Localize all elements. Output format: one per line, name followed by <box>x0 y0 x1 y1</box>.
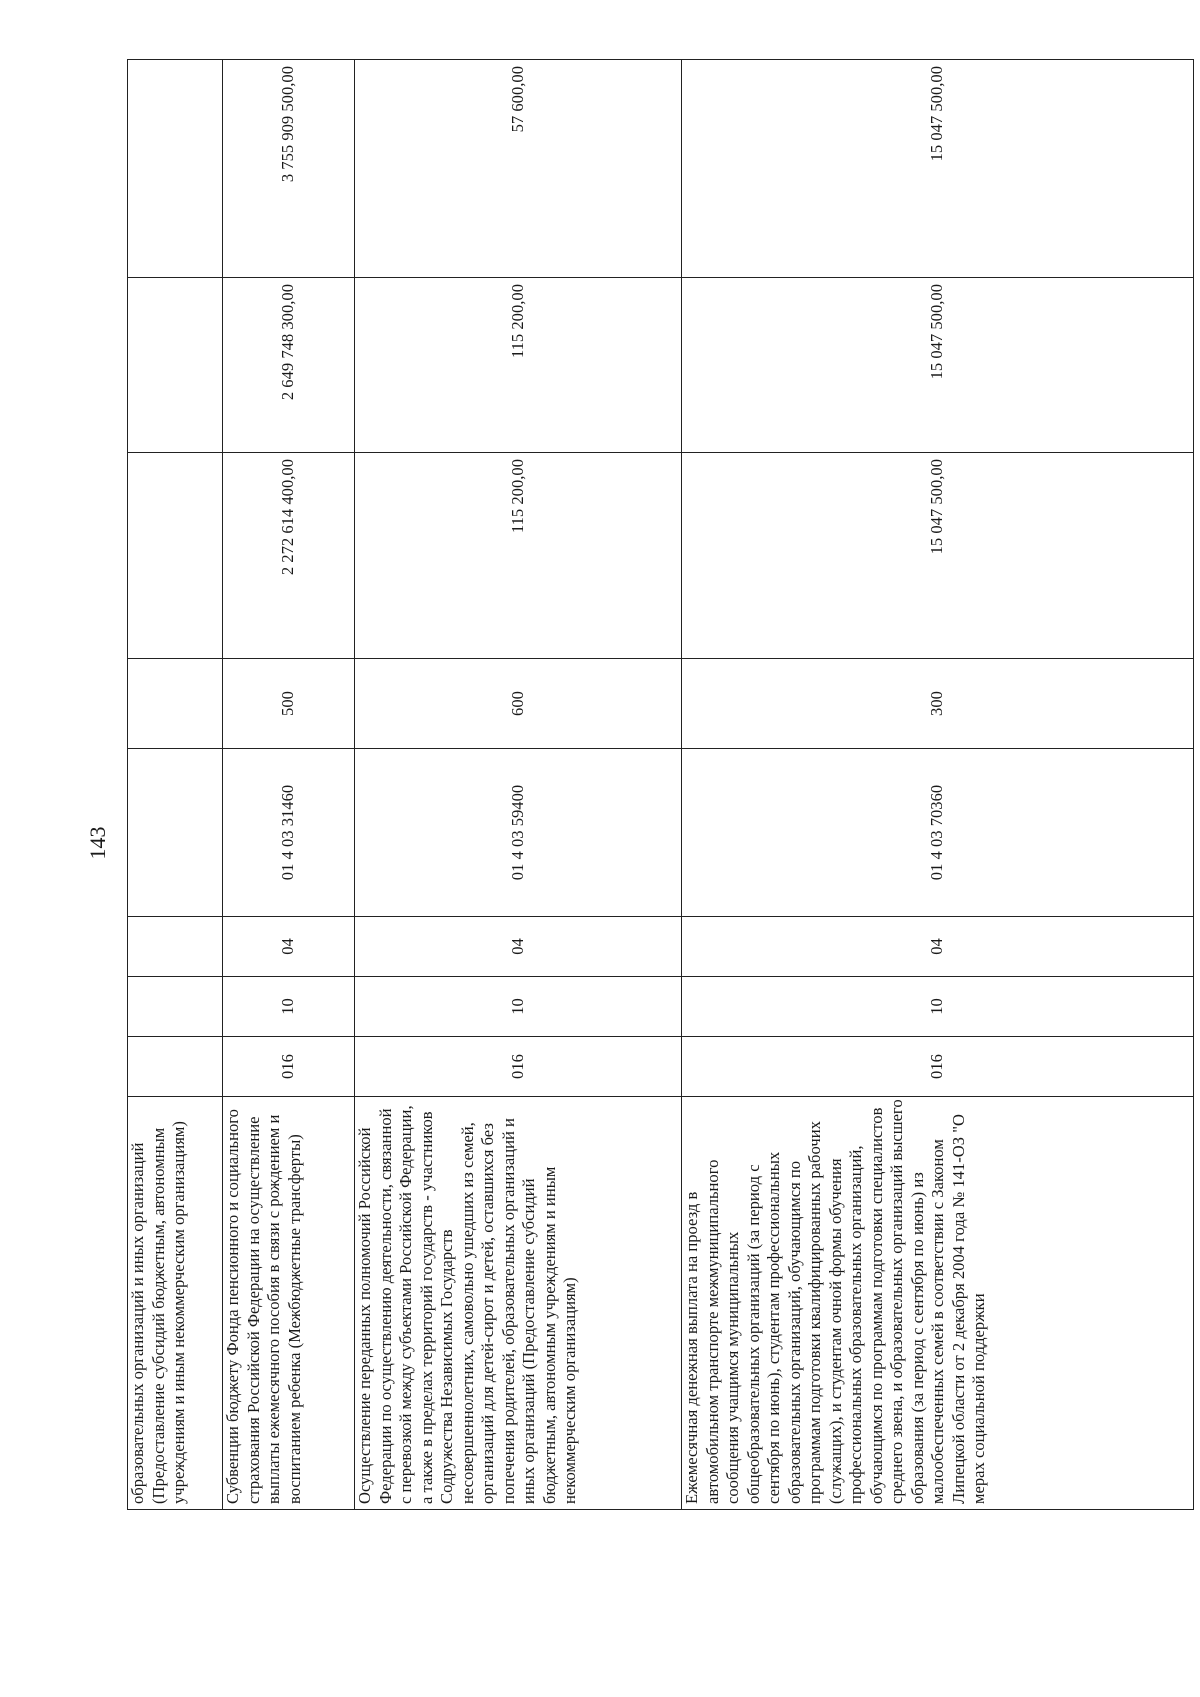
rotated-page-content <box>127 60 1193 1510</box>
row-description: Субвенции бюджету Фонда пенсионного и социального страхования Российской Федерации на осуществление выплаты ежемесячного пособия в связи с рождением и воспитанием ребенка (Межбюджетные трансферты) <box>223 1097 355 1510</box>
subsection-code: 04 <box>355 917 682 977</box>
row-description: Осуществление переданных полномочий Российской Федерации по осуществлению деятельности, связанной с перевозкой между субъектами Российской Федерации, а также в пределах территорий государств - участников Содружества Независимых Государств несовершеннолетних, самовольно ушедших из семей, организаций для детей-сирот и детей, оставшихся без попечения родителей, образовательных организаций и иных организаций (Предоставление субсидий бюджетным, автономным учреждениям и иным некоммерческим организациям) <box>355 1097 682 1510</box>
amount-1: 2 272 614 400,00 <box>223 453 355 659</box>
section-code: 10 <box>223 977 355 1037</box>
expense-type-code: 600 <box>355 659 682 749</box>
section-code <box>128 977 223 1037</box>
subsection-code: 04 <box>223 917 355 977</box>
amount-1: 15 047 500,00 <box>682 453 1194 659</box>
section-code: 10 <box>682 977 1194 1037</box>
expense-type-code <box>128 659 223 749</box>
page-number: 143 <box>85 826 110 860</box>
amount-2: 15 047 500,00 <box>682 278 1194 453</box>
amount-3 <box>128 60 223 278</box>
amount-1 <box>128 453 223 659</box>
table-row <box>355 60 682 1510</box>
table-row <box>128 60 223 1510</box>
row-description: образовательных организаций и иных организаций (Предоставление субсидий бюджетным, автономным учреждениям и иным некоммерческим организациям) <box>128 1097 223 1510</box>
expense-type-code: 500 <box>223 659 355 749</box>
amount-1: 115 200,00 <box>355 453 682 659</box>
ministry-code: 016 <box>682 1037 1194 1097</box>
ministry-code: 016 <box>223 1037 355 1097</box>
target-article-code: 01 4 03 70360 <box>682 749 1194 917</box>
amount-2: 115 200,00 <box>355 278 682 453</box>
subsection-code: 04 <box>682 917 1194 977</box>
amount-3: 3 755 909 500,00 <box>223 60 355 278</box>
amount-2: 2 649 748 300,00 <box>223 278 355 453</box>
subsection-code <box>128 917 223 977</box>
amount-2 <box>128 278 223 453</box>
table-row <box>682 60 1194 1510</box>
target-article-code: 01 4 03 31460 <box>223 749 355 917</box>
table-row <box>223 60 355 1510</box>
ministry-code <box>128 1037 223 1097</box>
row-description: Ежемесячная денежная выплата на проезд в автомобильном транспорте межмуниципального сообщения учащимся муниципальных общеобразовательных организаций (за период с сентября по июнь), студентам профессиональных образовательных организаций, обучающимся по программам подготовки квалифицированных рабочих (служащих), и студентам очной формы обучения профессиональных образовательных организаций, обучающимся по программам подготовки специалистов среднего звена, и образовательных организаций высшего образования (за период с сентября по июнь) из малообеспеченных семей в соответствии с Законом Липецкой области от 2 декабря 2004 года № 141-ОЗ "О мерах социальной поддержки <box>682 1097 1194 1510</box>
budget-table <box>127 59 1194 1510</box>
expense-type-code: 300 <box>682 659 1194 749</box>
target-article-code <box>128 749 223 917</box>
section-code: 10 <box>355 977 682 1037</box>
amount-3: 15 047 500,00 <box>682 60 1194 278</box>
ministry-code: 016 <box>355 1037 682 1097</box>
target-article-code: 01 4 03 59400 <box>355 749 682 917</box>
amount-3: 57 600,00 <box>355 60 682 278</box>
